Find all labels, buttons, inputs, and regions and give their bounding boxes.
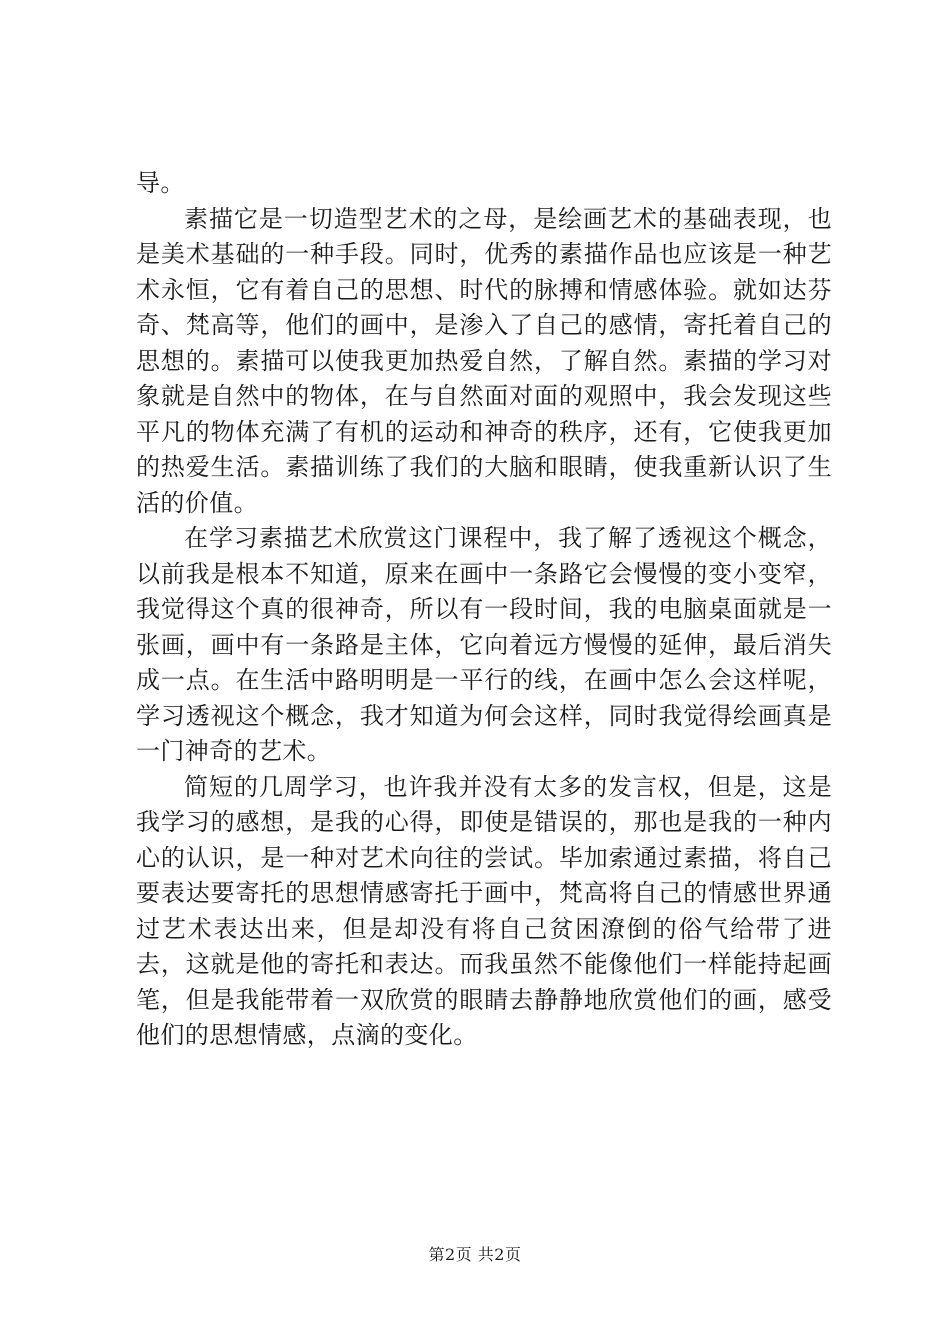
paragraph-reflection: 简短的几周学习，也许我并没有太多的发言权，但是，这是我学习的感想，是我的心得，即使是错误的，那也是我的一种内心的认识，是一种对艺术向往的尝试。毕加索通过素描，将自己要表达要寄托的思想情感寄托于画中，梵高将自己的情感世界通过艺术表达出来，但是却没有将自己贫困潦倒的俗气给带了进去，这就是他的寄托和表达。而我虽然不能像他们一样能持起画笔，但是我能带着一双欣赏的眼睛去静静地欣赏他们的画，感受他们的思想情感，点滴的变化。 bbox=[136, 772, 832, 1049]
paragraph-sketch-foundation: 素描它是一切造型艺术的之母，是绘画艺术的基础表现，也是美术基础的一种手段。同时，优秀的素描作品也应该是一种艺术永恒，它有着自己的思想、时代的脉搏和情感体验。就如达芬奇、梵高等，他们的画中，是渗入了自己的感情，寄托着自己的思想的。素描可以使我更加热爱自然，了解自然。素描的学习对象就是自然中的物体，在与自然面对面的观照中，我会发现这些平凡的物体充满了有机的运动和神奇的秩序，还有，它使我更加的热爱生活。素描训练了我们的大脑和眼睛，使我重新认识了生活的价值。 bbox=[136, 204, 832, 517]
page-footer: 第2页 共2页 bbox=[428, 1245, 522, 1264]
body-text bbox=[136, 166, 832, 1054]
paragraph-continuation: 导。 bbox=[136, 169, 185, 197]
paragraph-perspective: 在学习素描艺术欣赏这门课程中，我了解了透视这个概念，以前我是根本不知道，原来在画中一条路它会慢慢的变小变窄，我觉得这个真的很神奇，所以有一段时间，我的电脑桌面就是一张画，画中有一条路是主体，它向着远方慢慢的延伸，最后消失成一点。在生活中路明明是一平行的线，在画中怎么会这样呢，学习透视这个概念，我才知道为何会这样，同时我觉得绘画真是一门神奇的艺术。 bbox=[136, 524, 832, 765]
